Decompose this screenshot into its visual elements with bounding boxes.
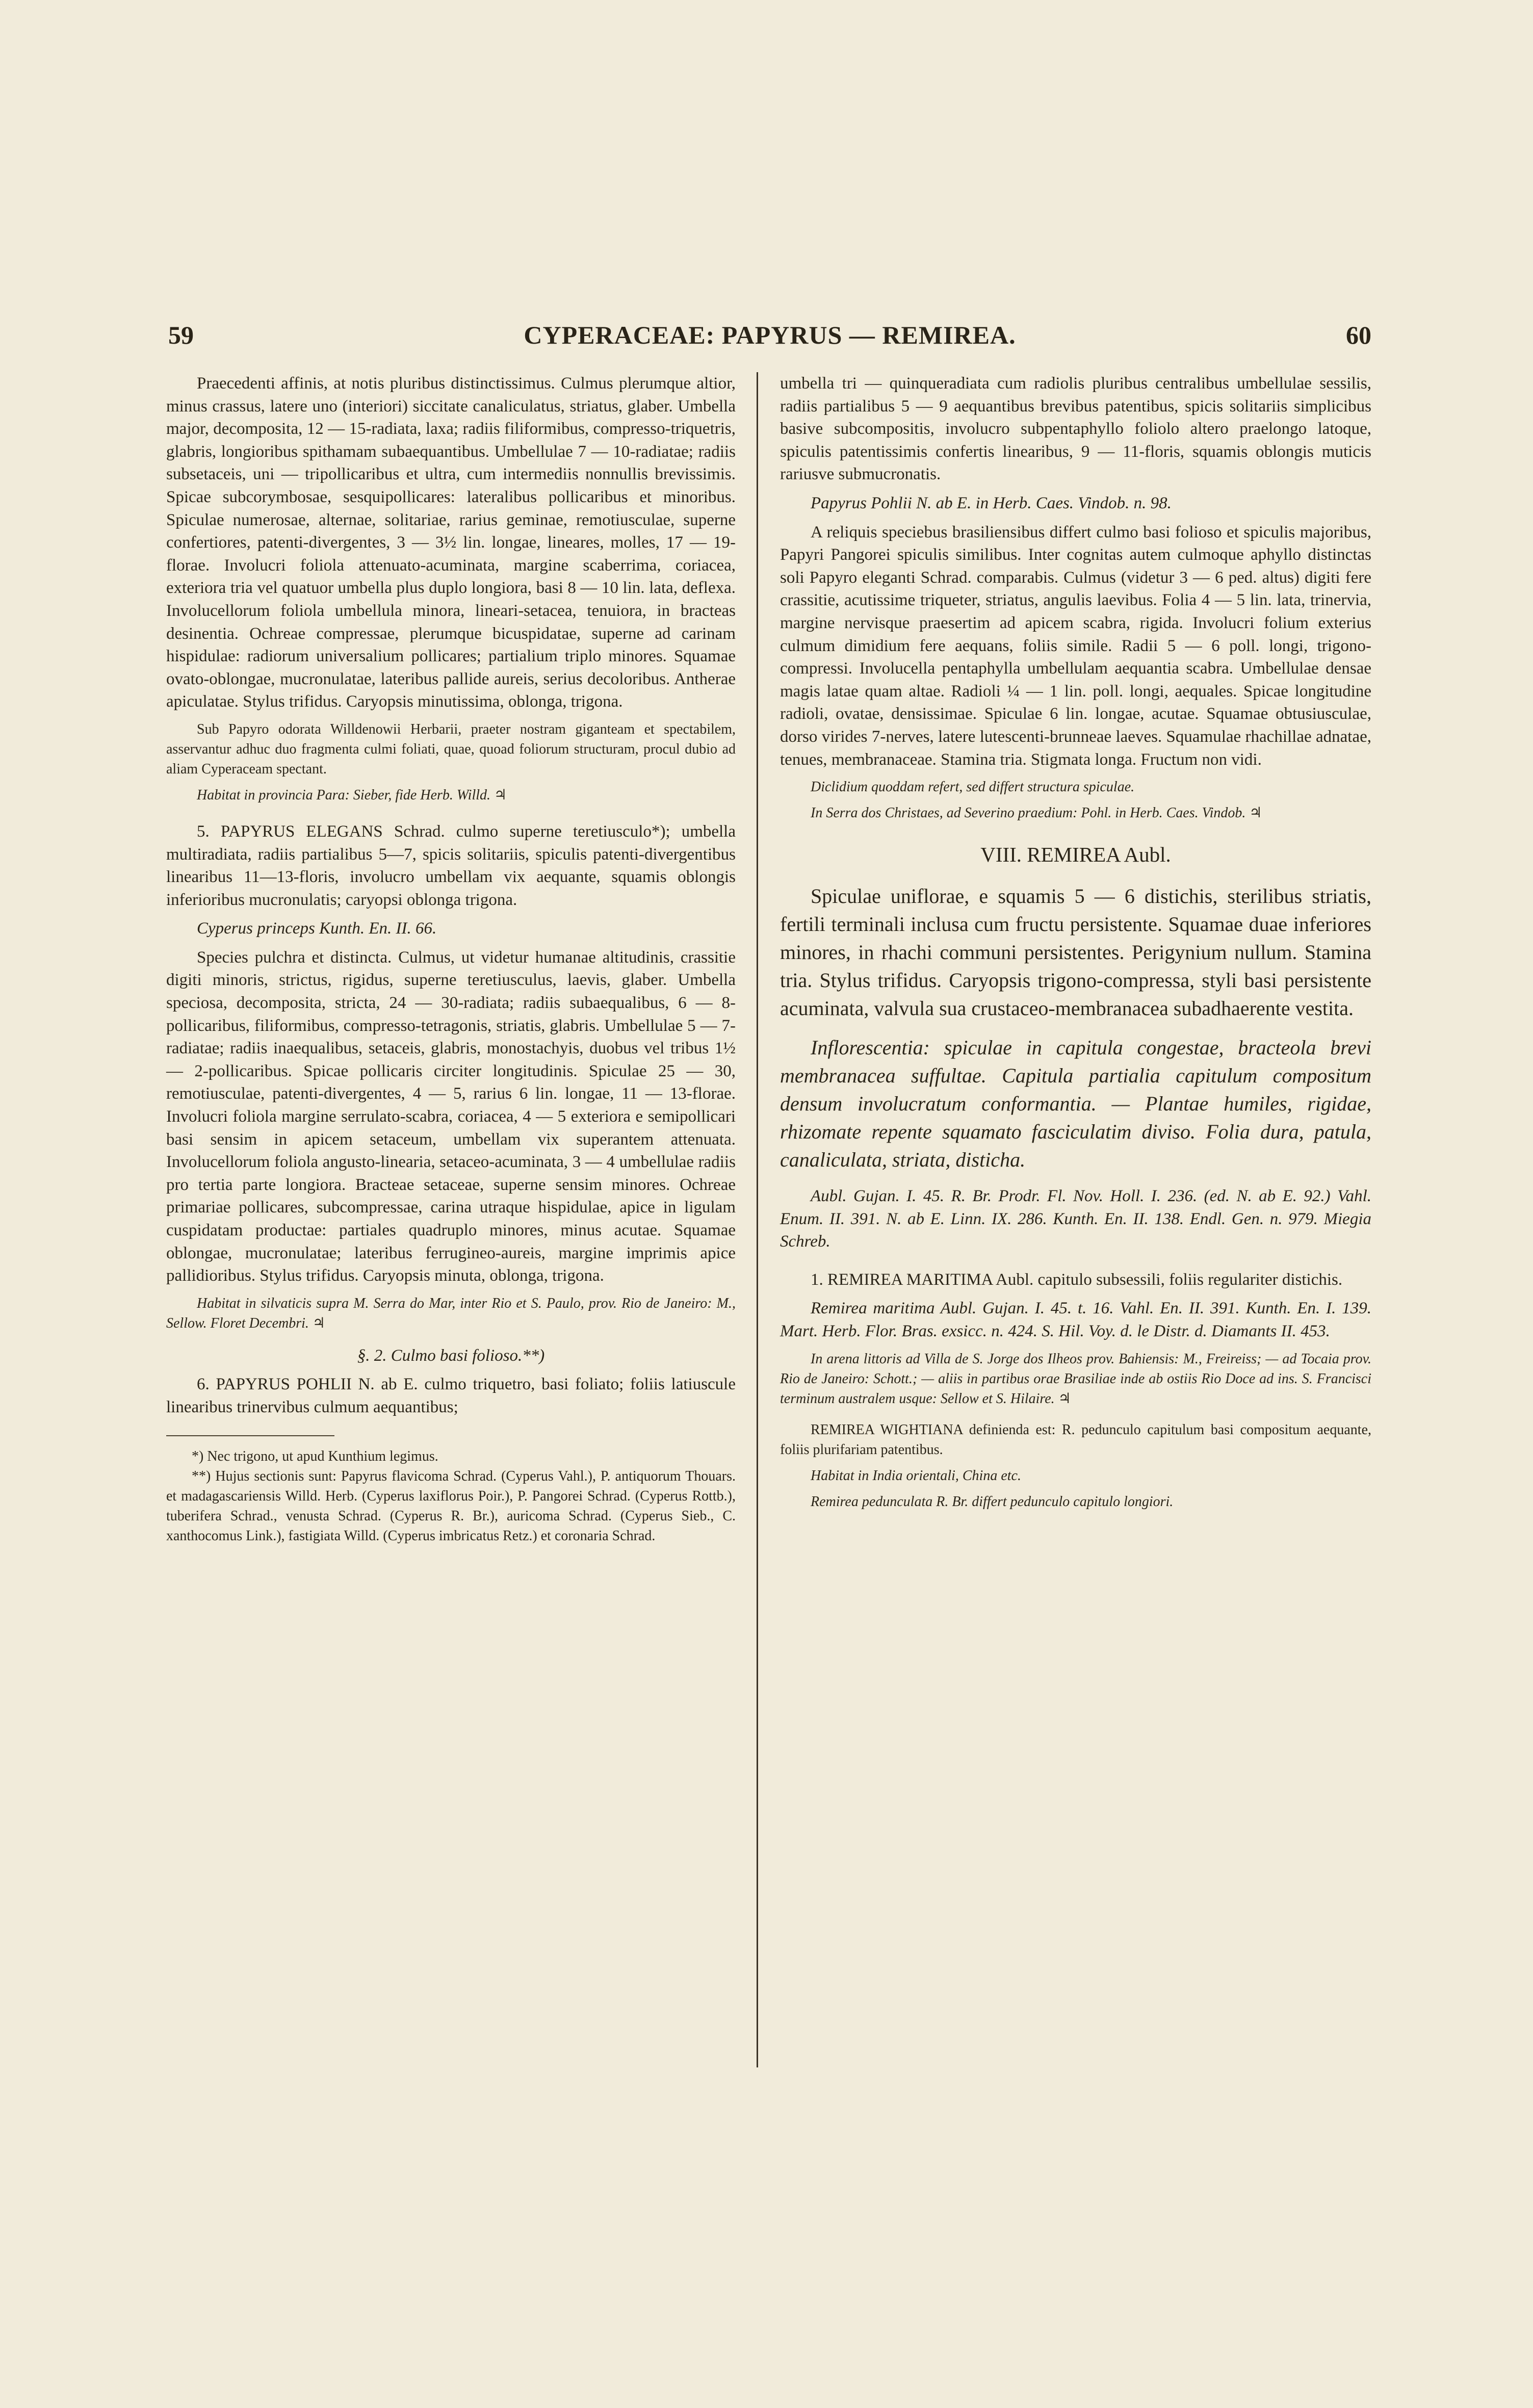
synonym-line: Papyrus Pohlii N. ab E. in Herb. Caes. Vindob. n. 98.	[811, 494, 1172, 512]
note-paragraph: Diclidium quoddam refert, sed differt structura spiculae.	[811, 779, 1135, 795]
synonym-line: Cyperus princeps Kunth. En. II. 66.	[197, 919, 437, 938]
diagnosis-continuation: umbella tri — quinqueradiata cum radiolis pluribus centralibus umbellulae sessilis, radiis partialibus 5 — 9 aequantibus brevibus patentibus, spicis solitariis simplicibus basive subcompositis, involucro subpentaphyllo foliolo altero praelongo latoque, spiculis patentissimis confertis linearibus, 9 — 11-floris, squamis oblongis muticis rariusve submucronatis.	[780, 374, 1371, 484]
habitat-note: In arena littoris ad Villa de S. Jorge dos Ilheos prov. Bahiensis: M., Freireiss; — ad Tocaia prov. Rio de Janeiro: Schott.; — aliis in partibus orae Brasiliae inde ab ostiis Rio Doce ad ins. S. Francisci terminum australem usque: Sellow et S. Hilaire. ♃	[780, 1351, 1371, 1407]
habitat-note: Habitat in provincia Para: Sieber, fide Herb. Willd. ♃	[197, 787, 507, 803]
note-paragraph: Sub Papyro odorata Willdenowii Herbarii, praeter nostram giganteam et spectabilem, asservantur adhuc duo fragmenta culmi foliati, quae, quoad foliorum structuram, procul dubio ad aliam Cyperaceam spectant.	[166, 721, 736, 777]
footnote: **) Hujus sectionis sunt: Papyrus flavicoma Schrad. (Cyperus Vahl.), P. antiquorum Thouars. et madagascariensis Willd. Herb. (Cyperus laxiflorus Poir.), P. Pangorei Schrad. (Cyperus Rottb.), tuberifera Schrad., venusta Schrad. (Cyperus R. Br.), auricoma Schrad. (Cyperus Sieb., C. xanthocomus Link.), fastigiata Willd. (Cyperus imbricatus Retz.) et coronaria Schrad.	[166, 1468, 736, 1544]
column-divider	[757, 372, 758, 2067]
description-paragraph: Species pulchra et distincta. Culmus, ut videtur humanae altitudinis, crassitie digiti minoris, strictus, rigidus, superne teretiusculus, laevis, glaber. Umbella speciosa, decomposita, stricta, 24 — 30-radiata; radiis subaequalibus, 6 — 8-pollicaribus, filiformibus, compresso-tetragonis, striatis, glabris. Umbellulae 5 — 7-radiatae; radiis inaequalibus, setaceis, glabris, monostachyis, duobus vel tribus 1½ — 2-pollicaribus. Spicae pollicaris circiter longitudinis. Spiculae 25 — 30, remotiusculae, patenti-divergentes, 4 — 5, rarius 6 lin. longae, 11 — 13-florae. Involucri foliola margine serrulato-scabra, coriacea, 4 — 5 exteriora e semipollicari basi sensim in apicem setaceum, umbellam vix superantem attenuata. Involucellorum foliola angusto-linearia, setaceo-acuminata, 3 — 4 umbellulae radiis pro tertia parte longiora. Bracteae setaceae, superne sensim minores. Ochreae primariae pollicares, subcompressae, carina utraque hispidulae, apice in ligulam cuspidatam productae: partiales quadruplo minores, minus acutae. Squamae oblongae, mucronulatae; lateribus ferrugineo-aureis, margine imprimis apice pallidioribus. Stylus trifidus. Caryopsis minuta, oblonga, trigona.	[166, 948, 736, 1285]
page-number-left: 59	[168, 321, 194, 349]
species-note: Remirea pedunculata R. Br. differt pedunculo capitulo longiori.	[811, 1493, 1174, 1510]
left-column	[166, 372, 736, 1546]
running-header	[168, 320, 1371, 356]
species-note: REMIREA WIGHTIANA definienda est: R. pedunculo capitulum basi compositum aequante, foliis plurifariam patentibus.	[780, 1421, 1371, 1458]
running-title: CYPERACEAE: PAPYRUS — REMIREA.	[524, 321, 1016, 349]
page-number-right: 60	[1346, 321, 1371, 349]
habitat-note: Habitat in India orientali, China etc.	[811, 1467, 1021, 1484]
habitat-note: In Serra dos Christaes, ad Severino praedium: Pohl. in Herb. Caes. Vindob. ♃	[811, 805, 1262, 821]
footnote-rule	[166, 1435, 334, 1436]
species-diagnosis: 5. PAPYRUS ELEGANS Schrad. culmo superne teretiusculo*); umbella multiradiata, radiis partialibus 5—7, spicis solitariis, spiculis patenti-divergentibus linearibus 11—13-floris, involucro umbellam vix aequante, squamis oblongis inferioribus mucronulatis; caryopsi oblonga trigona.	[166, 822, 736, 909]
footnote: *) Nec trigono, ut apud Kunthium legimus.	[192, 1448, 438, 1464]
section-heading: §. 2. Culmo basi folioso.**)	[357, 1346, 545, 1365]
inflorescence-description: Inflorescentia: spiculae in capitula congestae, bracteola brevi membranacea suffultae. Capitula partialia capitulum compositum densum involucratum conformantia. — Plantae humiles, rigidae, rhizomate repente squamato fasciculatim diviso. Folia dura, patula, canaliculata, striata, disticha.	[780, 1036, 1371, 1172]
habitat-note: Habitat in silvaticis supra M. Serra do Mar, inter Rio et S. Paulo, prov. Rio de Janeiro: M., Sellow. Floret Decembri. ♃	[166, 1295, 736, 1331]
description-paragraph: A reliquis speciebus brasiliensibus differt culmo basi folioso et spiculis majoribus, Papyri Pangorei spiculis similibus. Inter cognitas autem culmoque aphyllo distinctas soli Papyro eleganti Schrad. comparabis. Culmus (videtur 3 — 6 ped. altus) digiti fere crassitie, acutissime triqueter, striatus, angulis laevibus. Folia 4 — 5 lin. lata, trinervia, margine nervisque praesertim ad apicem scabra, rigida. Involucri folium exterius culmum dimidium fere aequans, foliis simile. Radii 5 — 6 poll. longi, trigono-compressi. Involucella pentaphylla umbellulam aequantia scabra. Umbellulae densae magis latae quam altae. Radioli ¼ — 1 lin. poll. longi, aequales. Spicae longitudine radioli, ovatae, densissimae. Spiculae 6 lin. longae, acutae. Squamae obtusiusculae, dorso virides 7-nerves, latere lutescenti-brunneae laeves. Squamulae rhachillae adnatae, tenues, membranaceae. Stamina tria. Stigmata longa. Fructum non vidi.	[780, 523, 1371, 769]
species-diagnosis: 1. REMIREA MARITIMA Aubl. capitulo subsessili, foliis regulariter distichis.	[811, 1270, 1343, 1289]
genus-description: Spiculae uniflorae, e squamis 5 — 6 distichis, sterilibus striatis, fertili terminali inclusa cum fructu persistente. Squamae duae inferiores minores, in rhachi communi persistentes. Perigynium nullum. Stamina tria. Stylus trifidus. Caryopsis trigono-compressa, styli basi persistente acuminata, valvula sua crustaceo-membranacea subadhaerente vestita.	[780, 885, 1371, 1020]
species-diagnosis: 6. PAPYRUS POHLII N. ab E. culmo triquetro, basi foliato; foliis latiuscule linearibus trinervibus culmum aequantibus;	[166, 1375, 736, 1416]
synonym-line: Remirea maritima Aubl. Gujan. I. 45. t. 16. Vahl. En. II. 391. Kunth. En. I. 139. Mart. Herb. Flor. Bras. exsicc. n. 424. S. Hil. Voy. d. le Distr. d. Diamants II. 453.	[780, 1299, 1371, 1341]
genus-heading: VIII. REMIREA Aubl.	[980, 843, 1171, 867]
genus-references: Aubl. Gujan. I. 45. R. Br. Prodr. Fl. Nov. Holl. I. 236. (ed. N. ab E. 92.) Vahl. Enum. II. 391. N. ab E. Linn. IX. 286. Kunth. En. II. 138. Endl. Gen. n. 979. Miegia Schreb.	[780, 1187, 1371, 1251]
right-column	[780, 372, 1371, 1512]
description-paragraph: Praecedenti affinis, at notis pluribus distinctissimus. Culmus plerumque altior, minus crassus, latere uno (interiori) siccitate canaliculatus, striatus, glaber. Umbella major, decomposita, 12 — 15-radiata, laxa; radiis filiformibus, compresso-triquetris, glabris, longioribus spithamam subaequantibus. Umbellulae 7 — 10-radiatae; radiis subsetaceis, uni — tripollicaribus et ultra, cum intermediis nonnullis brevissimis. Spicae subcorymbosae, sesquipollicares: lateralibus pollicaribus et minoribus. Spiculae numerosae, alternae, solitariae, rarius geminae, remotiusculae, superne confertiores, patenti-divergentes, 3 — 3½ lin. longae, lineares, molles, 17 — 19-florae. Involucri foliola attenuato-acuminata, margine scaberrima, coriacea, exteriora tria vel quatuor umbella plus duplo longiora, basi 8 — 10 lin. lata, deflexa. Involucellorum foliola umbellula minora, lineari-setacea, tenuiora, in bracteas desinentia. Ochreae compressae, plerumque bicuspidatae, superne ad carinam hispidulae: radiorum universalium pollicares; partialium triplo minores. Squamae ovato-oblongae, mucronulatae, lateribus pallide aureis, serius decoloribus. Antherae apiculatae. Stylus trifidus. Caryopsis minutissima, oblonga, trigona.	[166, 374, 736, 711]
